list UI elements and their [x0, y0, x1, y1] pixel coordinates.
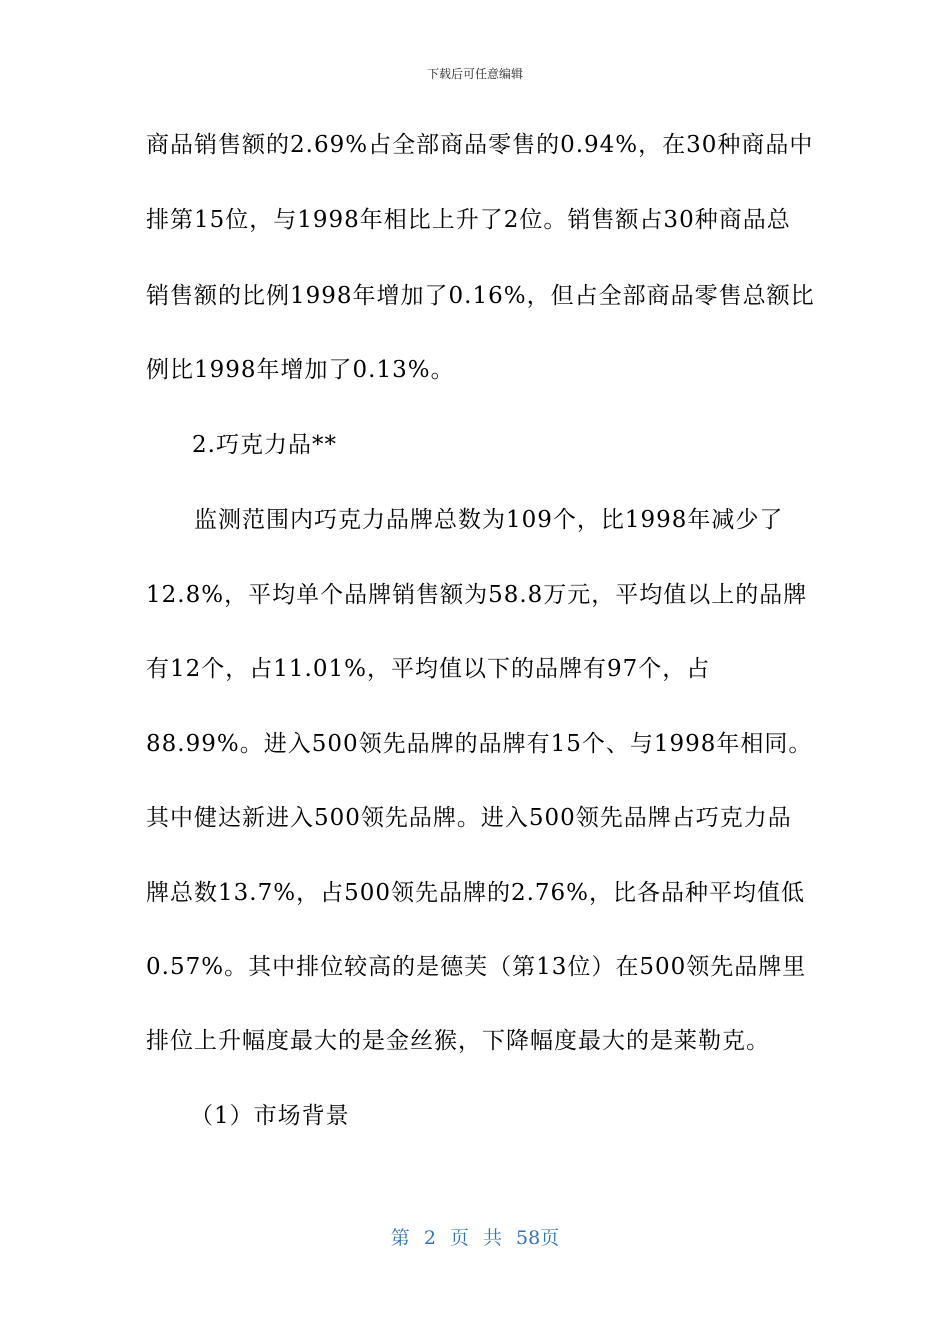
text-line: 88.99%。进入500领先品牌的品牌有15个、与1998年相同。 — [146, 731, 813, 757]
text-line: 牌总数13.7%，占500领先品牌的2.76%，比各品种平均值低 — [146, 880, 806, 906]
text-line: 监测范围内巧克力品牌总数为109个，比1998年减少了 — [194, 507, 784, 533]
text-line: 排位上升幅度最大的是金丝猴，下降幅度最大的是莱勒克。 — [146, 1028, 770, 1054]
text-line: 例比1998年增加了0.13%。 — [146, 357, 455, 383]
text-line: 其中健达新进入500领先品牌。进入500领先品牌占巧克力品 — [146, 805, 792, 831]
subsection-heading: （1）市场背景 — [190, 1103, 350, 1129]
text-line: 0.57%。其中排位较高的是德芙（第13位）在500领先品牌里 — [146, 954, 807, 980]
text-line: 销售额的比例1998年增加了0.16%，但占全部商品零售总额比 — [146, 283, 815, 309]
text-line: 排第15位，与1998年相比上升了2位。销售额占30种商品总 — [146, 207, 791, 233]
text-line: 12.8%，平均单个品牌销售额为58.8万元，平均值以上的品牌 — [146, 582, 808, 608]
text-line: 有12个，占11.01%，平均值以下的品牌有97个，占 — [146, 656, 711, 682]
page-footer-page-number: 第 2 页 共 58页 — [390, 1227, 560, 1249]
text-line: 商品销售额的2.69%占全部商品零售的0.94%，在30种商品中 — [146, 132, 814, 158]
section-heading: 2.巧克力品** — [192, 432, 337, 458]
page-header: 下载后可任意编辑 — [426, 67, 523, 81]
